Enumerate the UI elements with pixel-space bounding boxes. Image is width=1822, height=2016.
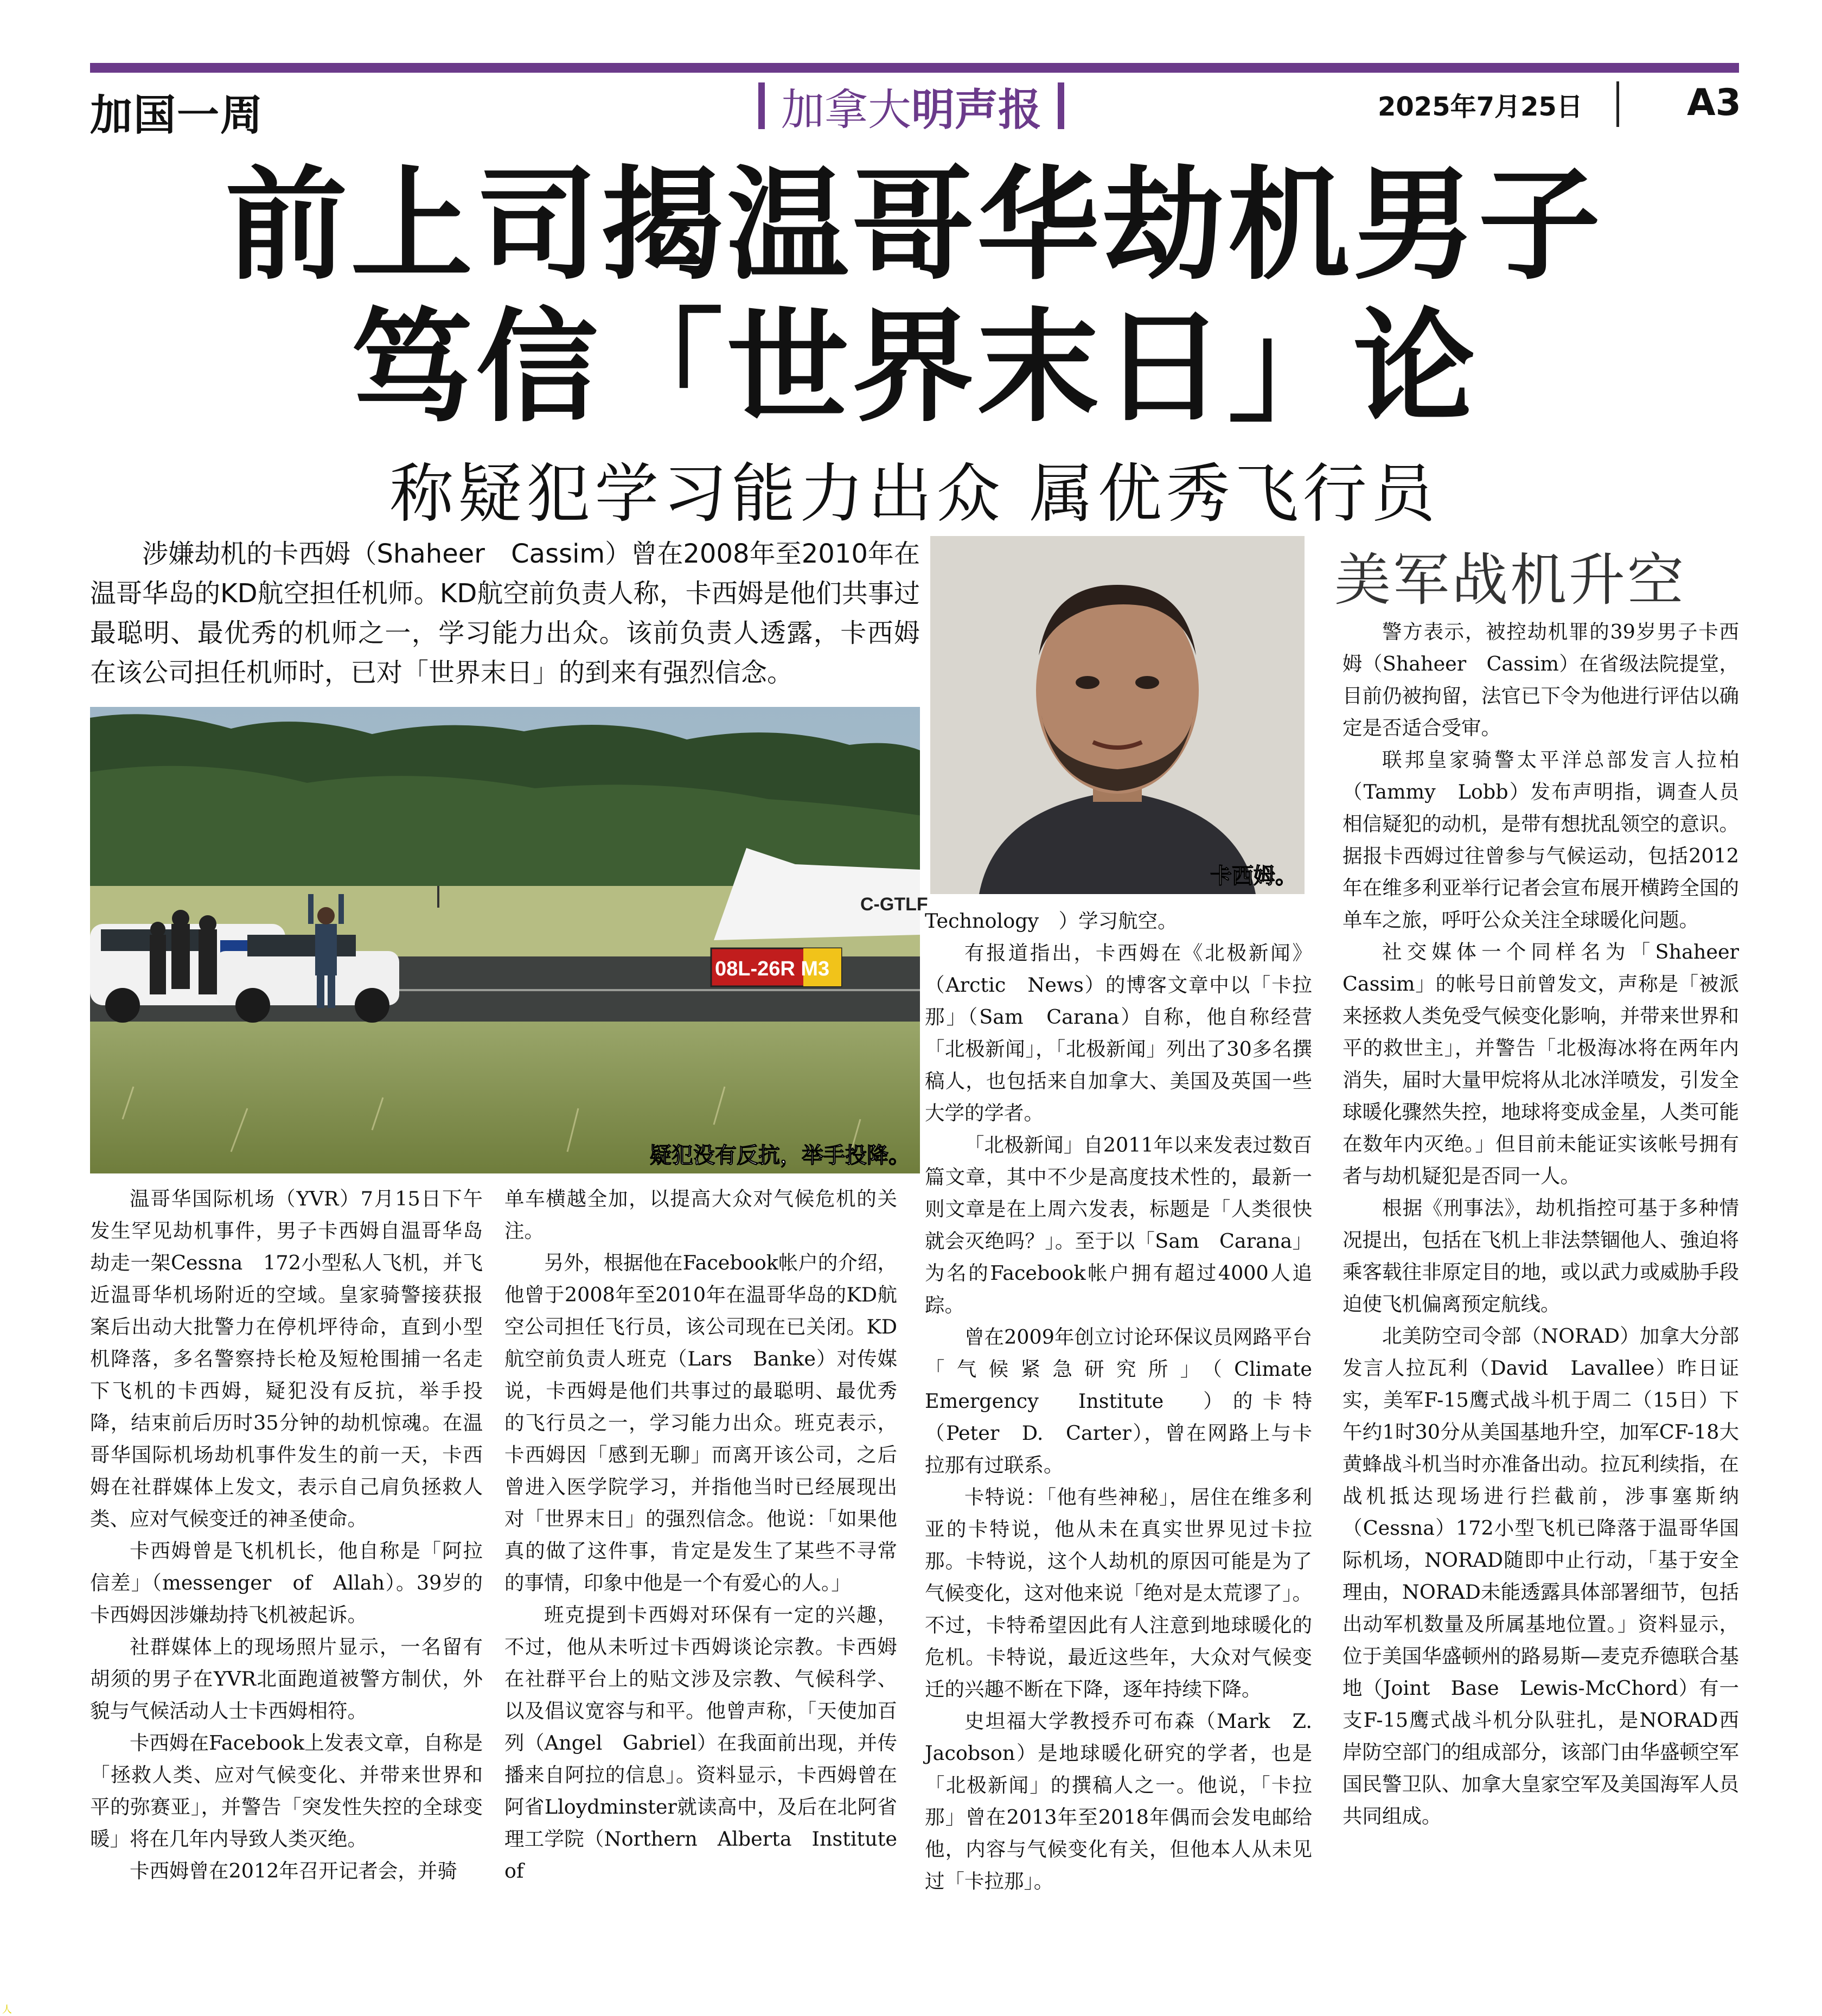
subheadline: 称疑犯学习能力出众 属优秀飞行员 bbox=[389, 456, 1440, 531]
portrait-illustration bbox=[930, 536, 1305, 894]
header-separator bbox=[1616, 81, 1619, 127]
col1-para-4: 卡西姆在Facebook上发表文章，自称是「拯救人类、应对气候变化、并带来世界和平的弥赛亚」，并警告「突发性失控的全球变暖」将在几年内导致人类灭绝。 bbox=[90, 1731, 483, 1851]
col3-para-2: 「北极新闻」自2011年以来发表过数百篇文章，其中不少是高度技术性的，最新一则文章是在上周六发表，标题是「人类很快就会灭绝吗？」。至于以「Sam Carana」为名的Facebook帐户拥有超过4000人追踪。 bbox=[925, 1133, 1312, 1317]
col4-para-5: 北美防空司令部（NORAD）加拿大分部发言人拉瓦利（David Lavallee）昨日证实，美军F-15鹰式战斗机于周二（15日）下午约1时30分从美国基地升空，加军CF-18大黄蜂战斗机当时亦准备出动。拉瓦利续指，在战机抵达现场进行拦截前，涉事塞斯纳（Cessna）172小型飞机已降落于温哥华国际机场，NORAD随即中止行动，「基于安全理由，NORAD未能透露具体部署细节，包括出动军机数量及所属基地位置。」资料显示，位于美国华盛顿州的路易斯—麦克乔德联合基地（Joint Base Lewis-McChord）有一支F-15鹰式战斗机分队驻扎，是NORAD西岸防空部门的组成部分，该部门由华盛顿空军国民警卫队、加拿大皇家空军及美国海军人员共同组成。 bbox=[1342, 1324, 1739, 1828]
col1-para-5: 卡西姆曾在2012年召开记者会，并骑 bbox=[130, 1859, 457, 1883]
column-3 bbox=[925, 905, 1332, 1897]
col4-para-4: 根据《刑事法》，劫机指控可基于多种情况提出，包括在飞机上非法禁锢他人、強迫将乘客载往非原定目的地，或以武力或威胁手段迫使飞机偏离预定航线。 bbox=[1342, 1196, 1739, 1316]
lead-paragraph: 涉嫌劫机的卡西姆（Shaheer Cassim）曾在2008年至2010年在温哥华岛的KD航空担任机师。KD航空前负责人称，卡西姆是他们共事过最聪明、最优秀的机师之一，学习能力出众。该前负责人透露，卡西姆在该公司担任机师时，已对「世界末日」的到来有强烈信念。 bbox=[90, 539, 920, 688]
col3-para-1: 有报道指出，卡西姆在《北极新闻》（Arctic News）的博客文章中以「卡拉那」（Sam Carana）自称，他自称经营「北极新闻」，「北极新闻」列出了30多名撰稿人，也包括来自加拿大、美国及英国一些大学的学者。 bbox=[925, 941, 1312, 1125]
portrait-caption: 卡西姆。 bbox=[1210, 864, 1297, 889]
col1-para-1: 温哥华国际机场（YVR）7月15日下午发生罕见劫机事件，男子卡西姆自温哥华岛劫走一架Cessna 172小型私人飞机，并飞近温哥华机场附近的空域。皇家骑警接获报案后出动大批警力在停机坪待命，直到小型机降落，多名警察持长枪及短枪围捕一名走下飞机的卡西姆，疑犯没有反抗，举手投降，结束前后历时35分钟的劫机惊魂。在温哥华国际机场劫机事件发生的前一天，卡西姆在社群媒体上发文，表示自己肩负拯救人类、应对气候变迁的神圣使命。 bbox=[90, 1187, 483, 1530]
suspect-portrait bbox=[930, 536, 1305, 894]
col3-para-4: 卡特说：「他有些神秘」，居住在维多利亚的卡特说，他从未在真实世界见过卡拉那。卡特说，这个人劫机的原因可能是为了气候变化，这对他来说「绝对是太荒谬了」。不过，卡特希望因此有人注意到地球暖化的危机。卡特说，最近这些年，大众对气候变迁的兴趣不断在下降，逐年持续下降。 bbox=[925, 1485, 1312, 1701]
section-label: 加国一周 bbox=[90, 91, 264, 140]
headline-line-1: 前上司揭温哥华劫机男子 bbox=[225, 155, 1604, 297]
col3-para-3: 曾在2009年创立讨论环保议员网路平台「气候紧急研究所」（Climate Emergency Institute ）的卡特（Peter D. Carter），曾在网路上与卡拉那有过联系。 bbox=[925, 1325, 1332, 1477]
masthead-bar-right bbox=[1058, 82, 1064, 129]
column-1 bbox=[90, 1183, 483, 1887]
col1-para-3: 社群媒体上的现场照片显示，一名留有胡须的男子在YVR北面跑道被警方制伏，外貌与气候活动人士卡西姆相符。 bbox=[90, 1635, 483, 1722]
col4-para-2: 联邦皇家骑警太平洋总部发言人拉柏（Tammy Lobb）发布声明指，调查人员相信疑犯的动机，是带有想扰乱领空的意识。据报卡西姆过往曾参与气候运动，包括2012年在维多利亚举行记者会宣布展开横跨全国的单车之旅，呼吁公众关注全球暖化问题。 bbox=[1342, 748, 1739, 932]
headline-line-2: 笃信「世界末日」论 bbox=[350, 297, 1479, 439]
headline bbox=[90, 155, 1739, 439]
runway-scene-illustration bbox=[90, 707, 928, 1173]
col3-para-5: 史坦福大学教授乔可布森（Mark Z. Jacobson）是地球暖化研究的学者，也是「北极新闻」的撰稿人之一。他说，「卡拉那」曾在2013年至2018年偶而会发电邮给他，内容与气候变化有关，但他本人从未见过「卡拉那」。 bbox=[925, 1709, 1332, 1893]
col2-para-1: 另外，根据他在Facebook帐户的介绍，他曾于2008年至2010年在温哥华岛的KD航空公司担任飞行员，该公司现在已关闭。KD航空前负责人班克（Lars Banke）对传媒说，卡西姆是他们共事过的最聪明、最优秀的飞行员之一，学习能力出众。班克表示，卡西姆因「感到无聊」而离开该公司，之后曾进入医学院学习，并指他当时已经展现出对「世界末日」的强烈信念。他说：「如果他真的做了这件事，肯定是发生了某些不寻常的事情，印象中他是一个有爱心的人。」 bbox=[504, 1251, 897, 1594]
masthead-bar-left bbox=[758, 82, 765, 129]
footer-mark: 人 bbox=[2, 2004, 12, 2015]
runway-arrest-photo bbox=[90, 707, 928, 1173]
plane-registration: C-GTLF bbox=[860, 894, 928, 915]
issue-date: 2025年7月25日 bbox=[1378, 92, 1583, 122]
col1-para-2: 卡西姆曾是飞机机长，他自称是「阿拉信差」（messenger of Allah）。39岁的卡西姆因涉嫌劫持飞机被起诉。 bbox=[90, 1539, 483, 1626]
masthead-name-b: 明声报 bbox=[911, 84, 1041, 135]
sidebar-title: 美军战机升空 bbox=[1334, 547, 1686, 613]
col4-para-3: 社交媒体一个同样名为「Shaheer Cassim」的帐号日前曾发文，声称是「被派来拯救人类免受气候变化影响，并带来世界和平的救世主」，并警告「北极海冰将在两年内消失，届时大量甲烷将从北冰洋喷发，引发全球暖化骤然失控，地球将变成金星，人类可能在数年内灭绝。」但目前未能证实该帐号拥有者与劫机疑犯是否同一人。 bbox=[1342, 940, 1759, 1188]
column-2 bbox=[504, 1183, 917, 1887]
page-number: A3 bbox=[1687, 81, 1741, 124]
col4-para-1: 警方表示，被控劫机罪的39岁男子卡西姆（Shaheer Cassim）在省级法院提堂，目前仍被拘留，法官已下令为他进行评估以确定是否适合受审。 bbox=[1342, 620, 1739, 739]
runway-sign: 08L-26R M3 bbox=[715, 958, 830, 980]
masthead bbox=[721, 76, 1101, 136]
top-rule bbox=[90, 63, 1739, 73]
masthead-name-a: 加拿大 bbox=[781, 84, 911, 135]
main-photo-caption: 疑犯没有反抗，举手投降。 bbox=[650, 1143, 910, 1168]
col3-continuation: Technology ）学习航空。 bbox=[925, 909, 1178, 933]
masthead-name bbox=[781, 75, 1041, 137]
col2-continuation: 单车横越全加，以提高大众对气候危机的关注。 bbox=[504, 1187, 897, 1242]
column-4 bbox=[1342, 616, 1759, 1832]
col2-para-2: 班克提到卡西姆对环保有一定的兴趣，不过，他从未听过卡西姆谈论宗教。卡西姆在社群平台上的贴文涉及宗教、气候科学、以及倡议宽容与和平。他曾声称，「天使加百列（Angel Gabriel）在我面前出现，并传播来自阿拉的信息」。资料显示，卡西姆曾在阿省Lloydminster就读高中，及后在北阿省理工学院（Northern Alberta Institute of bbox=[504, 1603, 917, 1883]
